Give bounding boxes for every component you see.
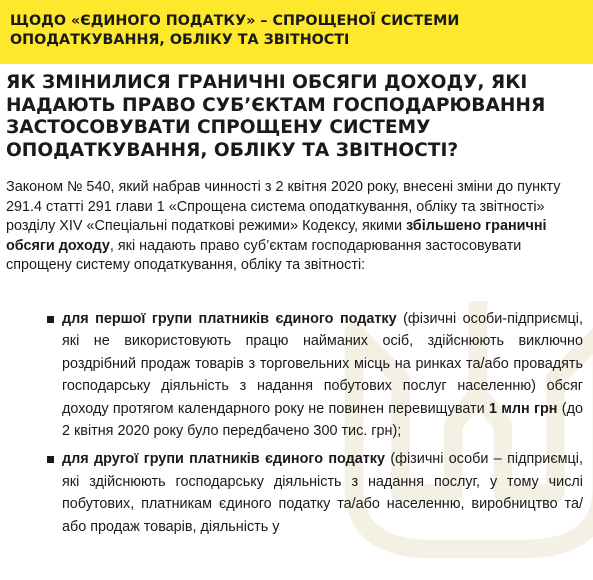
square-bullet-icon [47,316,54,323]
intro-paragraph [6,178,586,276]
group-1-title: для першої групи платників єдиного податку [62,311,397,327]
group-1-note: (до 2 квітня 2020 року було передбачено 300 тис. грн); [62,400,583,440]
intro-bold-text: збільшено граничні обсяги доходу [6,218,547,254]
tax-group-list [0,308,593,544]
intro-text-part1: Законом № 540, який набрав чинності з 2 квітня 2020 року, внесені зміни до пункту 291.4 статті 291 глави 1 «Спрощена система оподаткування, обліку та звітності» розділу XIV «Спеціальні податкові режими» Кодексу, якими [6,179,561,235]
square-bullet-icon [47,456,54,463]
list-item-group-2 [0,448,593,538]
banner-title: ЩОДО «ЄДИНОГО ПОДАТКУ» – СПРОЩЕНОЇ СИСТЕМИ ОПОДАТКУВАННЯ, ОБЛІКУ ТА ЗВІТНОСТІ [10,13,460,48]
group-1-text: (фізичні особи-підприємці, які не використовують працю найманих осіб, здійснюють виключно роздрібний продаж товарів з торговельних місць на ринках та/або провадять господарську діяльність з надання побутових послуг населенню) обсяг доходу протягом календарного року не повинен перевищувати [62,311,583,417]
group-2-title: для другої групи платників єдиного податку [62,451,386,468]
intro-text-part2: , які надають право суб’єктам господарювання застосовувати спрощену систему оподаткування, обліку та звітності: [6,237,522,274]
header-banner [0,0,593,64]
group-2-text: (фізичні особи – підприємці, які здійснюють господарську діяльність з надання послуг, у тому числі побутових, платникам єдиного податку та/або населенню, виробництво та/або продаж товарів, діяльність у [62,451,583,535]
group-1-limit: 1 млн грн [488,400,558,417]
page-heading: ЯК ЗМІНИЛИСЯ ГРАНИЧНІ ОБСЯГИ ДОХОДУ, ЯКІ НАДАЮТЬ ПРАВО СУБ’ЄКТАМ ГОСПОДАРЮВАННЯ ЗАСТОСОВУВАТИ СПРОЩЕНУ СИСТЕМУ ОПОДАТКУВАННЯ, ОБЛІКУ ТА ЗВІТНОСТІ? [6,72,546,161]
list-item-group-1 [0,308,593,442]
